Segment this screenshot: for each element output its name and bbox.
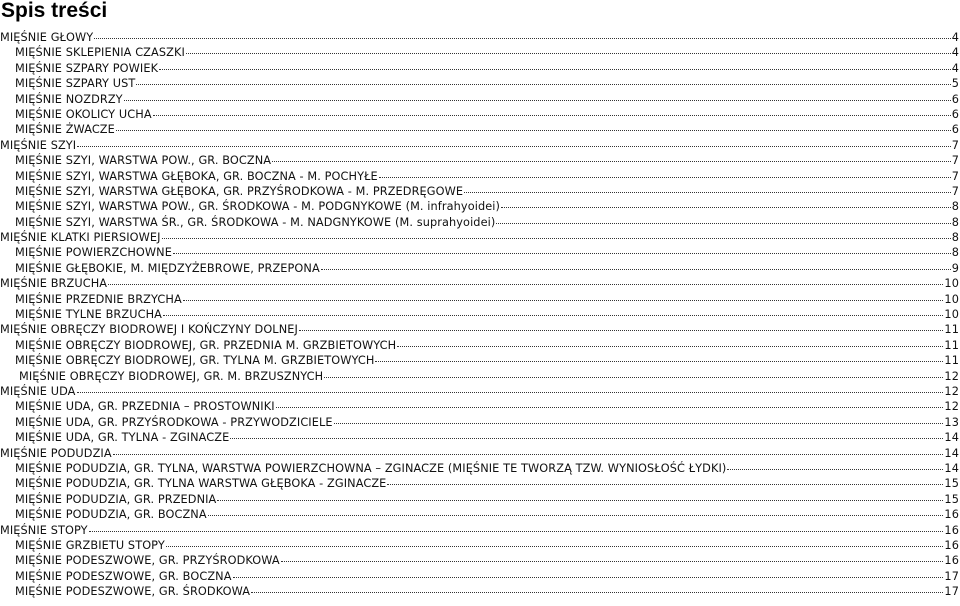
toc-entry[interactable] bbox=[0, 384, 960, 399]
dot-leader bbox=[272, 160, 951, 162]
toc-entry[interactable] bbox=[0, 107, 960, 122]
toc-entry[interactable] bbox=[0, 261, 960, 276]
toc-entry-page-number[interactable]: 10 bbox=[944, 308, 959, 322]
toc-entry-page-number[interactable]: 12 bbox=[944, 369, 959, 383]
toc-entry-title[interactable]: MIĘŚNIE TYLNE BRZUCHA bbox=[15, 308, 162, 322]
toc-entry-title[interactable]: MIĘŚNIE OBRĘCZY BIODROWEJ, GR. PRZEDNIA M. GRZBIETOWYCH bbox=[15, 338, 397, 352]
toc-entry-title[interactable]: MIĘŚNIE PODUDZIA, GR. TYLNA, WARSTWA POWIERZCHOWNA – ZGINACZE (MIĘŚNIE TE TWORZĄ TZW. WYNIOSŁOŚĆ ŁYDKI) bbox=[15, 461, 727, 475]
toc-entry-page-number[interactable]: 9 bbox=[951, 261, 959, 275]
dot-leader bbox=[153, 114, 951, 116]
toc-entry[interactable] bbox=[0, 61, 960, 76]
toc-entry[interactable] bbox=[0, 307, 960, 322]
dot-leader bbox=[113, 453, 944, 455]
dot-leader bbox=[233, 576, 944, 578]
dot-leader bbox=[321, 268, 951, 270]
toc-entry-page-number[interactable]: 4 bbox=[951, 31, 959, 44]
toc-entry-page-number[interactable]: 8 bbox=[951, 231, 959, 245]
toc-entry-title[interactable]: MIĘŚNIE PODUDZIA bbox=[0, 446, 112, 460]
toc-entry-title[interactable]: MIĘŚNIE OBRĘCZY BIODROWEJ, GR. TYLNA M. GRZBIETOWYCH bbox=[15, 354, 375, 368]
dot-leader bbox=[163, 314, 943, 316]
page-title: Spis treści bbox=[1, 0, 108, 22]
toc-entry[interactable] bbox=[0, 322, 960, 337]
toc-entry-page-number[interactable]: 12 bbox=[944, 384, 959, 398]
toc-entry-title[interactable]: MIĘŚNIE UDA bbox=[0, 384, 76, 398]
toc-entry-title[interactable]: MIĘŚNIE SZYI, WARSTWA ŚR., GR. ŚRODKOWA - M. NADGNYKOWE (M. suprahyoidei) bbox=[15, 215, 496, 229]
toc-entry[interactable] bbox=[0, 122, 960, 137]
dot-leader bbox=[183, 299, 944, 301]
toc-entry[interactable] bbox=[0, 215, 960, 230]
toc-entry-title[interactable]: MIĘŚNIE GRZBIETU STOPY bbox=[15, 538, 165, 552]
toc-entry[interactable] bbox=[0, 369, 960, 384]
toc-entry-title[interactable]: MIĘŚNIE OKOLICY UCHA bbox=[15, 107, 152, 121]
toc-entry[interactable] bbox=[0, 276, 960, 291]
dot-leader bbox=[116, 129, 951, 131]
dot-leader bbox=[166, 545, 944, 547]
toc-entry-page-number[interactable]: 17 bbox=[944, 585, 959, 599]
dot-leader bbox=[162, 237, 951, 239]
dot-leader bbox=[136, 83, 950, 85]
toc-entry-title[interactable]: MIĘŚNIE UDA, GR. PRZEDNIA – PROSTOWNIKI bbox=[15, 400, 275, 414]
toc-entry-title[interactable]: MIĘŚNIE UDA, GR. TYLNA - ZGINACZE bbox=[15, 431, 230, 445]
toc-entry[interactable] bbox=[0, 584, 960, 599]
toc-entry-title[interactable]: MIĘŚNIE GŁĘBOKIE, M. MIĘDZYŻEBROWE, PRZEPONA bbox=[15, 261, 320, 275]
dot-leader bbox=[77, 145, 950, 147]
toc-entry-page-number[interactable]: 7 bbox=[951, 184, 959, 198]
table-of-contents bbox=[0, 30, 960, 599]
toc-entry-page-number[interactable]: 10 bbox=[944, 277, 959, 291]
toc-entry-title[interactable]: MIĘŚNIE GŁOWY bbox=[0, 31, 94, 44]
toc-entry[interactable] bbox=[0, 184, 960, 199]
dot-leader bbox=[324, 376, 943, 378]
toc-entry[interactable] bbox=[0, 507, 960, 522]
toc-entry-page-number[interactable]: 16 bbox=[944, 538, 959, 552]
toc-entry-page-number[interactable]: 8 bbox=[951, 246, 959, 260]
toc-entry-page-number[interactable]: 4 bbox=[951, 46, 959, 60]
dot-leader bbox=[94, 37, 950, 39]
toc-entry-title[interactable]: MIĘŚNIE PODESZWOWE, GR. BOCZNA bbox=[15, 569, 232, 583]
toc-entry-page-number[interactable]: 5 bbox=[951, 77, 959, 91]
toc-entry-title[interactable]: MIĘŚNIE STOPY bbox=[0, 523, 88, 537]
toc-entry-title[interactable]: MIĘŚNIE SZYI bbox=[0, 138, 77, 152]
toc-entry[interactable] bbox=[0, 169, 960, 184]
toc-entry[interactable] bbox=[0, 415, 960, 430]
dot-leader bbox=[334, 422, 944, 424]
toc-entry[interactable] bbox=[0, 446, 960, 461]
toc-entry-page-number[interactable]: 11 bbox=[944, 338, 959, 352]
toc-entry-title[interactable]: MIĘŚNIE PRZEDNIE BRZYCHA bbox=[15, 292, 182, 306]
dot-leader bbox=[251, 591, 943, 593]
toc-entry[interactable] bbox=[0, 461, 960, 476]
dot-leader bbox=[186, 52, 951, 54]
dot-leader bbox=[108, 283, 943, 285]
toc-entry-page-number[interactable]: 8 bbox=[951, 215, 959, 229]
dot-leader bbox=[501, 206, 951, 208]
toc-entry[interactable] bbox=[0, 338, 960, 353]
toc-entry-page-number[interactable]: 14 bbox=[944, 446, 959, 460]
dot-leader bbox=[208, 514, 944, 516]
toc-entry-page-number[interactable]: 16 bbox=[944, 523, 959, 537]
toc-entry-title[interactable]: MIĘŚNIE SZPARY POWIEK bbox=[15, 61, 159, 75]
toc-entry[interactable] bbox=[0, 353, 960, 368]
toc-entry[interactable] bbox=[0, 523, 960, 538]
toc-entry-title[interactable]: MIĘŚNIE ŻWACZE bbox=[15, 123, 115, 137]
toc-entry-page-number[interactable]: 7 bbox=[951, 154, 959, 168]
toc-entry-page-number[interactable]: 14 bbox=[944, 431, 959, 445]
toc-entry[interactable] bbox=[0, 399, 960, 414]
dot-leader bbox=[464, 191, 951, 193]
toc-entry-page-number[interactable]: 8 bbox=[951, 200, 959, 214]
toc-entry-title[interactable]: MIĘŚNIE SKLEPIENIA CZASZKI bbox=[15, 46, 185, 60]
toc-entry-page-number[interactable]: 7 bbox=[951, 169, 959, 183]
dot-leader bbox=[159, 68, 951, 70]
toc-entry-page-number[interactable]: 15 bbox=[944, 492, 959, 506]
toc-entry-title[interactable]: MIĘŚNIE SZYI, WARSTWA POW., GR. BOCZNA bbox=[15, 154, 272, 168]
toc-entry-page-number[interactable]: 17 bbox=[944, 569, 959, 583]
toc-entry[interactable] bbox=[0, 430, 960, 445]
dot-leader bbox=[727, 468, 943, 470]
toc-entry-title[interactable]: MIĘŚNIE PODESZWOWE, GR. ŚRODKOWA bbox=[15, 585, 251, 599]
toc-entry-title[interactable]: MIĘŚNIE PODUDZIA, GR. BOCZNA bbox=[15, 508, 207, 522]
toc-entry[interactable] bbox=[0, 569, 960, 584]
toc-entry[interactable] bbox=[0, 30, 960, 45]
toc-entry-title[interactable]: MIĘŚNIE OBRĘCZY BIODROWEJ, GR. M. BRZUSZNYCH bbox=[19, 369, 324, 383]
dot-leader bbox=[375, 360, 943, 362]
dot-leader bbox=[387, 483, 943, 485]
dot-leader bbox=[77, 391, 944, 393]
toc-entry-page-number[interactable]: 15 bbox=[944, 477, 959, 491]
toc-entry-title[interactable]: MIĘŚNIE UDA, GR. PRZYŚRODKOWA - PRZYWODZICIELE bbox=[15, 415, 333, 429]
toc-entry-page-number[interactable]: 6 bbox=[951, 123, 959, 137]
dot-leader bbox=[379, 176, 951, 178]
toc-entry[interactable] bbox=[0, 230, 960, 245]
dot-leader bbox=[230, 437, 943, 439]
toc-entry-title[interactable]: MIĘŚNIE SZPARY UST bbox=[15, 77, 136, 91]
dot-leader bbox=[217, 499, 943, 501]
dot-leader bbox=[124, 99, 951, 101]
toc-entry[interactable] bbox=[0, 245, 960, 260]
toc-entry[interactable] bbox=[0, 538, 960, 553]
toc-entry[interactable] bbox=[0, 92, 960, 107]
toc-entry-title[interactable]: MIĘŚNIE NOZDRZY bbox=[15, 92, 123, 106]
toc-entry-page-number[interactable]: 13 bbox=[944, 415, 959, 429]
toc-entry-title[interactable]: MIĘŚNIE BRZUCHA bbox=[0, 277, 108, 291]
toc-entry-page-number[interactable]: 6 bbox=[951, 107, 959, 121]
toc-entry-page-number[interactable]: 7 bbox=[951, 138, 959, 152]
toc-entry-title[interactable]: MIĘŚNIE KLATKI PIERSIOWEJ bbox=[0, 231, 161, 245]
toc-entry[interactable] bbox=[0, 553, 960, 568]
toc-entry[interactable] bbox=[0, 45, 960, 60]
toc-entry-title[interactable]: MIĘŚNIE SZYI, WARSTWA POW., GR. ŚRODKOWA - M. PODGNYKOWE (M. infrahyoidei) bbox=[15, 200, 501, 214]
toc-entry-page-number[interactable]: 6 bbox=[951, 92, 959, 106]
toc-entry[interactable] bbox=[0, 76, 960, 91]
toc-entry-page-number[interactable]: 16 bbox=[944, 554, 959, 568]
toc-entry-page-number[interactable]: 10 bbox=[944, 292, 959, 306]
dot-leader bbox=[496, 222, 950, 224]
dot-leader bbox=[89, 530, 944, 532]
dot-leader bbox=[299, 329, 944, 331]
dot-leader bbox=[281, 560, 944, 562]
toc-entry-page-number[interactable]: 11 bbox=[944, 323, 959, 337]
toc-entry-title[interactable]: MIĘŚNIE PODUDZIA, GR. TYLNA WARSTWA GŁĘBOKA - ZGINACZE bbox=[15, 477, 387, 491]
toc-entry[interactable] bbox=[0, 492, 960, 507]
toc-entry-title[interactable]: MIĘŚNIE SZYI, WARSTWA GŁĘBOKA, GR. PRZYŚRODKOWA - M. PRZEDRĘGOWE bbox=[15, 184, 464, 198]
toc-entry-page-number[interactable]: 16 bbox=[944, 508, 959, 522]
toc-entry[interactable] bbox=[0, 199, 960, 214]
dot-leader bbox=[276, 406, 944, 408]
toc-entry[interactable] bbox=[0, 292, 960, 307]
toc-entry-title[interactable]: MIĘŚNIE PODUDZIA, GR. PRZEDNIA bbox=[15, 492, 217, 506]
dot-leader bbox=[173, 252, 951, 254]
toc-entry-page-number[interactable]: 14 bbox=[944, 461, 959, 475]
toc-entry[interactable] bbox=[0, 153, 960, 168]
toc-entry-page-number[interactable]: 11 bbox=[944, 354, 959, 368]
toc-entry-title[interactable]: MIĘŚNIE SZYI, WARSTWA GŁĘBOKA, GR. BOCZNA - M. POCHYŁE bbox=[15, 169, 378, 183]
toc-entry-page-number[interactable]: 12 bbox=[944, 400, 959, 414]
toc-entry[interactable] bbox=[0, 476, 960, 491]
toc-entry-title[interactable]: MIĘŚNIE PODESZWOWE, GR. PRZYŚRODKOWA bbox=[15, 554, 280, 568]
dot-leader bbox=[397, 345, 943, 347]
toc-entry-page-number[interactable]: 4 bbox=[951, 61, 959, 75]
toc-entry[interactable] bbox=[0, 138, 960, 153]
toc-entry-title[interactable]: MIĘŚNIE OBRĘCZY BIODROWEJ I KOŃCZYNY DOLNEJ bbox=[0, 323, 298, 337]
toc-entry-title[interactable]: MIĘŚNIE POWIERZCHOWNE bbox=[15, 246, 172, 260]
